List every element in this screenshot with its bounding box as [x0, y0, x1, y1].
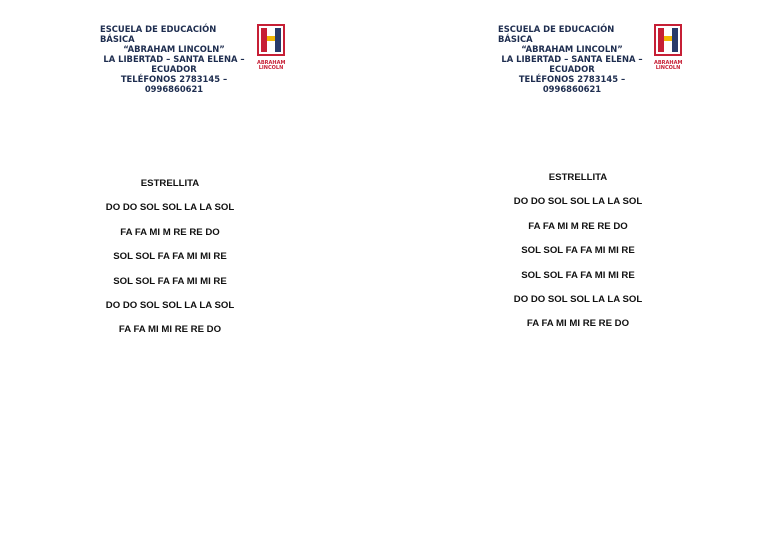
song-line-4: SOL SOL FA FA MI MI RE: [521, 269, 635, 281]
school-logo-right: [654, 24, 683, 71]
song-line-5: DO DO SOL SOL LA LA SOL: [105, 299, 235, 311]
school-location-line-2: ECUADOR: [549, 64, 595, 74]
school-logo-icon: [654, 24, 682, 56]
song-line-5: DO DO SOL SOL LA LA SOL: [513, 293, 643, 305]
school-info-right: [498, 24, 646, 94]
logo-caption-2: LINCOLN: [655, 65, 681, 71]
school-type-line-1: ESCUELA DE EDUCACIÓN: [498, 24, 615, 34]
school-phones-line-2: 0996860621: [542, 84, 602, 94]
song-line-6: FA FA MI MI RE RE DO: [118, 324, 222, 336]
song-line-1: DO DO SOL SOL LA LA SOL: [513, 196, 643, 208]
logo-caption-1: ABRAHAM: [654, 60, 683, 66]
logo-caption-1: ABRAHAM: [257, 60, 286, 66]
school-location-line-2: ECUADOR: [151, 64, 197, 74]
song-line-3: SOL SOL FA FA MI MI RE: [521, 245, 635, 257]
school-name: “ABRAHAM LINCOLN”: [521, 44, 623, 54]
school-phones-line-1: TELÉFONOS 2783145 –: [518, 74, 626, 84]
song-line-3: SOL SOL FA FA MI MI RE: [113, 251, 227, 263]
school-type-line-2: BÁSICA: [100, 34, 135, 44]
school-header-left: [100, 24, 290, 98]
song-line-2: FA FA MI M RE RE DO: [528, 220, 628, 232]
school-type-line-2: BÁSICA: [498, 34, 533, 44]
song-line-4: SOL SOL FA FA MI MI RE: [113, 275, 227, 287]
school-location-line-1: LA LIBERTAD – SANTA ELENA –: [501, 54, 643, 64]
school-phones-line-2: 0996860621: [144, 84, 204, 94]
school-info-left: [100, 24, 248, 94]
school-type-line-1: ESCUELA DE EDUCACIÓN: [100, 24, 217, 34]
logo-caption-2: LINCOLN: [258, 65, 284, 71]
school-logo-icon: [257, 24, 285, 56]
song-title: ESTRELLITA: [140, 178, 200, 189]
school-logo-left: [257, 24, 286, 71]
song-line-2: FA FA MI M RE RE DO: [120, 226, 220, 238]
song-line-6: FA FA MI MI RE RE DO: [526, 318, 630, 330]
song-title: ESTRELLITA: [548, 172, 608, 183]
song-line-1: DO DO SOL SOL LA LA SOL: [105, 202, 235, 214]
song-sheet-right: [503, 172, 653, 343]
school-location-line-1: LA LIBERTAD – SANTA ELENA –: [103, 54, 245, 64]
song-sheet-left: [95, 178, 245, 349]
school-phones-line-1: TELÉFONOS 2783145 –: [120, 74, 228, 84]
school-header-right: [498, 24, 688, 98]
school-name: “ABRAHAM LINCOLN”: [123, 44, 225, 54]
